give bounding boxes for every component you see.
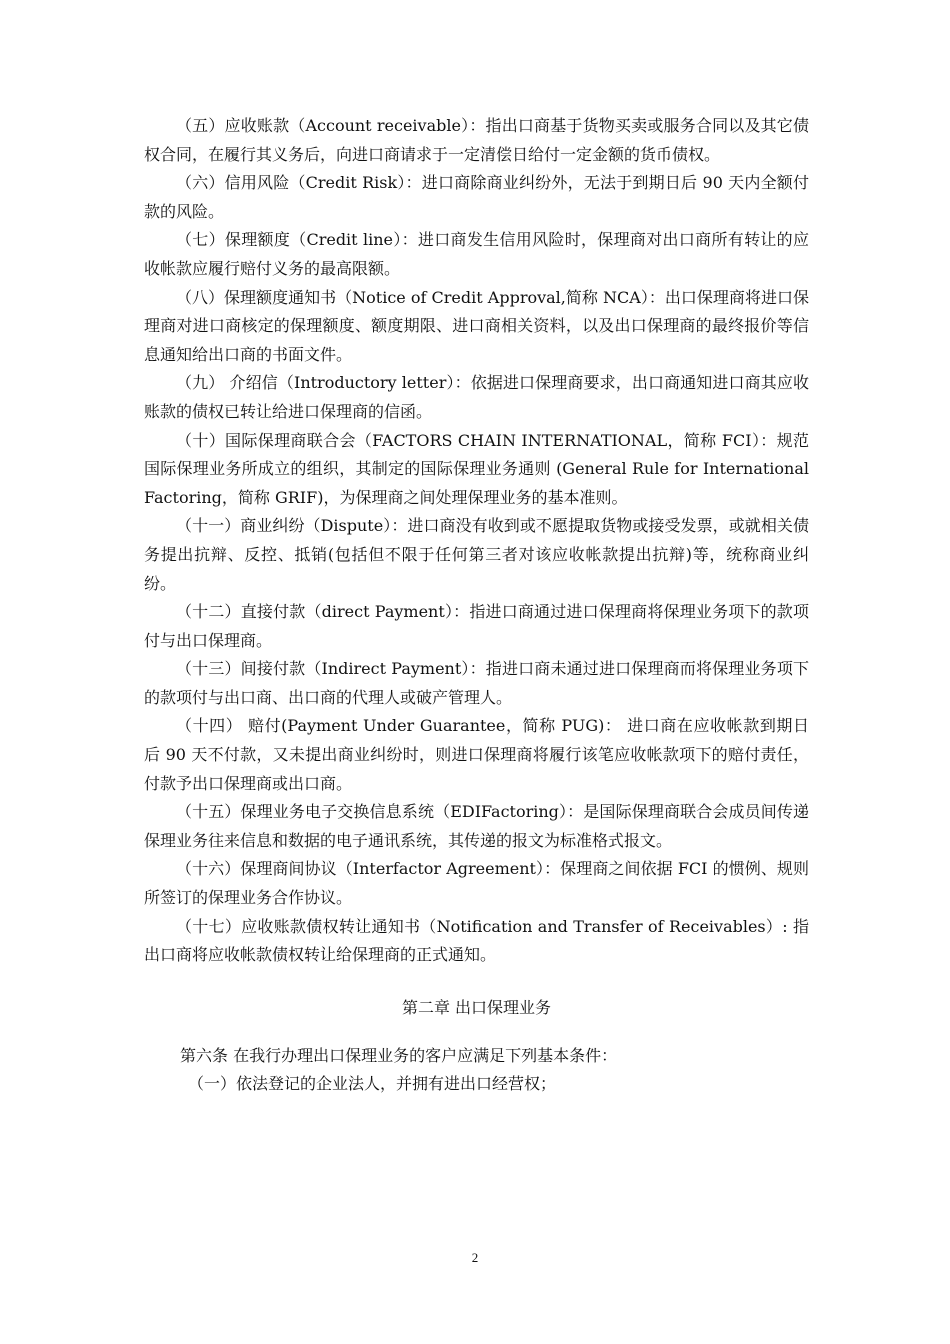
paragraph-credit-line: （七）保理额度（Credit line）：进口商发生信用风险时，保理商对出口商所有转让的应收帐款应履行赔付义务的最高限额。 <box>144 230 809 278</box>
article-six-item-one: （一）依法登记的企业法人，并拥有进出口经营权； <box>188 1074 557 1094</box>
paragraph-indirect-payment: （十三）间接付款（Indirect Payment）：指进口商未通过进口保理商而将保理业务项下的款项付与出口商、出口商的代理人或破产管理人。 <box>144 659 809 707</box>
paragraph-account-receivable: （五）应收账款（Account receivable）：指出口商基于货物买卖或服务合同以及其它债权合同，在履行其义务后，向进口商请求于一定清偿日给付一定金额的货币债权。 <box>144 116 809 164</box>
paragraph-interfactor-agreement: （十六）保理商间协议（Interfactor Agreement）：保理商之间依据 FCI 的惯例、规则所签订的保理业务合作协议。 <box>144 859 809 908</box>
article-six: 第六条 在我行办理出口保理业务的客户应满足下列基本条件： <box>180 1045 618 1065</box>
paragraph-nca: （八）保理额度通知书（Notice of Credit Approval,简称 NCA）：出口保理商将进口保理商对进口商核定的保理额度、额度期限、进口商相关资料，以及出口保理商的最终报价等信息通知给出口商的书面文件。 <box>144 287 809 364</box>
paragraph-dispute: （十一）商业纠纷（Dispute）：进口商没有收到或不愿提取货物或接受发票，或就相关债务提出抗辩、反控、抵销(包括但不限于任何第三者对该应收帐款提出抗辩)等，统称商业纠纷。 <box>144 516 809 593</box>
paragraph-edifactoring: （十五）保理业务电子交换信息系统（EDIFactoring）：是国际保理商联合会成员间传递保理业务往来信息和数据的电子通讯系统，其传递的报文为标准格式报文。 <box>144 802 809 850</box>
paragraph-credit-risk: （六）信用风险（Credit Risk）：进口商除商业纠纷外，无法于到期日后 90 天内全额付款的风险。 <box>144 173 809 221</box>
paragraph-notification-transfer: （十七）应收账款债权转让通知书（Notification and Transfer of Receivables）: 指出口商将应收帐款债权转让给保理商的正式通知。 <box>144 916 809 965</box>
paragraph-fci: （十）国际保理商联合会（FACTORS CHAIN INTERNATIONAL，简称 FCI）：规范国际保理业务所成立的组织，其制定的国际保理业务通则 (General Rule for International Factoring，简称 GRIF)，为保理商之间处理保理业务的基本准则。 <box>144 430 809 507</box>
paragraph-pug: （十四） 赔付(Payment Under Guarantee，简称 PUG)： 进口商在应收帐款到期日后 90 天不付款，又未提出商业纠纷时，则进口保理商将履行该笔应收帐款项下的赔付责任，付款予出口保理商或出口商。 <box>144 716 809 793</box>
chapter-title: 第二章 出口保理业务 <box>401 997 552 1017</box>
paragraph-introductory-letter: （九） 介绍信（Introductory letter）：依据进口保理商要求，出口商通知进口商其应收账款的债权已转让给进口保理商的信函。 <box>144 373 809 421</box>
document-body <box>144 112 809 1099</box>
page-number: 2 <box>471 1250 479 1265</box>
paragraph-direct-payment: （十二）直接付款（direct Payment）：指进口商通过进口保理商将保理业务项下的款项付与出口保理商。 <box>144 602 809 650</box>
